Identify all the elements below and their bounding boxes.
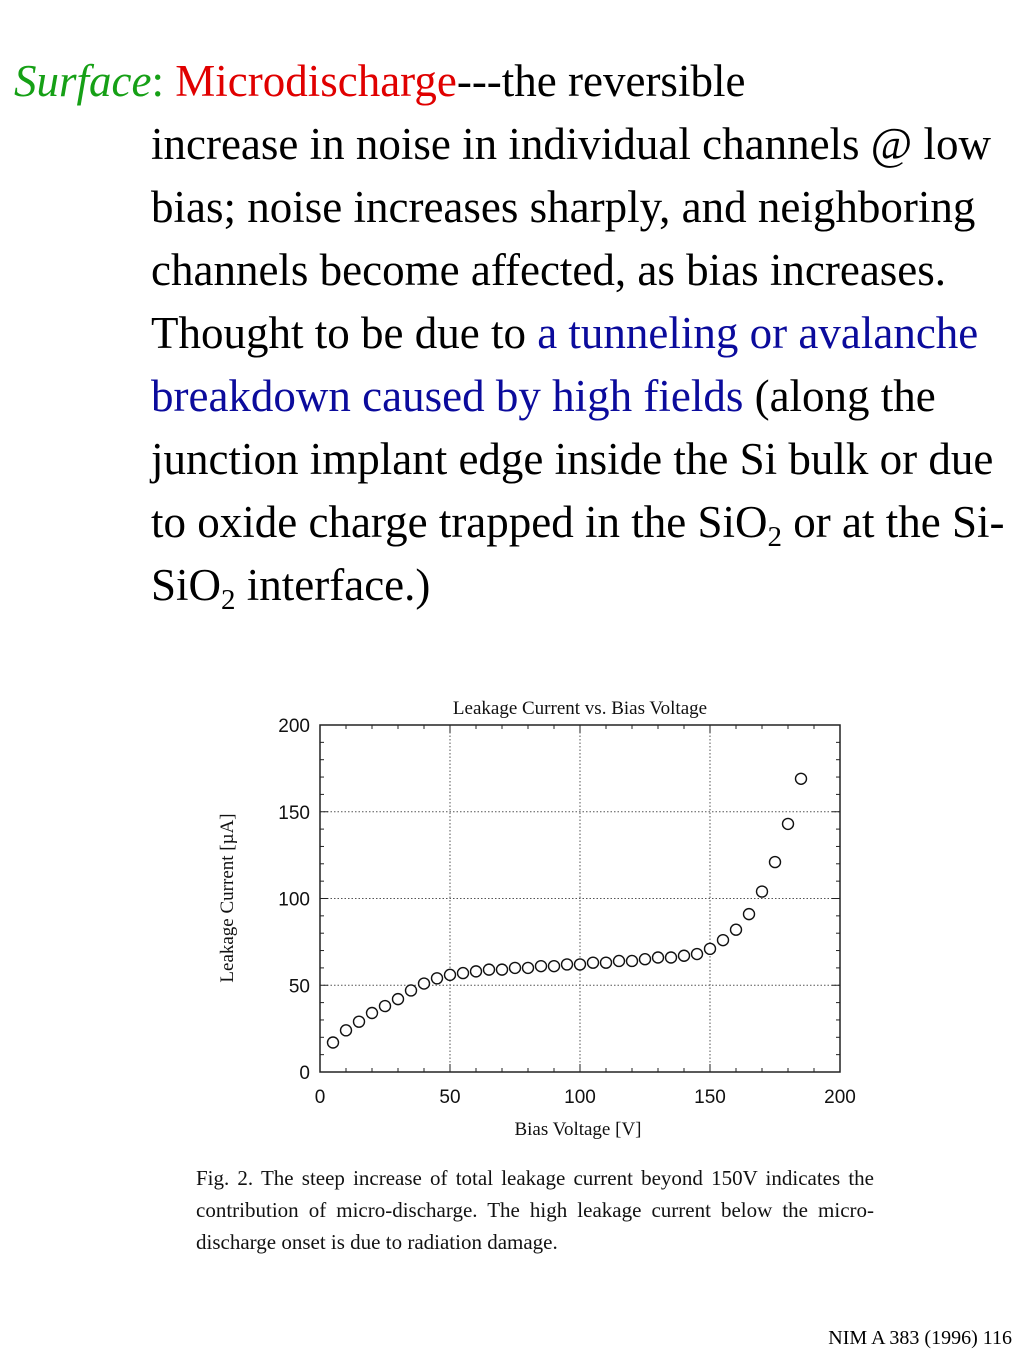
data-point	[471, 966, 482, 977]
colon: :	[151, 56, 164, 106]
data-point	[627, 955, 638, 966]
body-text-part1: increase in noise in individual channels @ low bias; noise increases sharply, and neighboring channels become affected, as bias increases. Thought to be due to	[151, 119, 991, 358]
data-point	[549, 961, 560, 972]
data-point	[497, 964, 508, 975]
data-point	[354, 1016, 365, 1027]
data-point	[341, 1025, 352, 1036]
body-text-part2: (along the junction implant edge inside the Si bulk or due to oxide charge trapped in the SiO	[151, 371, 994, 547]
y-tick-labels	[278, 716, 310, 1084]
y-tick-label: 100	[278, 889, 310, 911]
first-line-rest: ---the reversible	[456, 56, 746, 106]
figure-caption: Fig. 2. The steep increase of total leakage current beyond 150V indicates the contribution of micro-discharge. The high leakage current below the micro-discharge onset is due to radiation damage.	[196, 1166, 874, 1254]
x-tick-label: 50	[439, 1087, 461, 1108]
first-line	[14, 50, 1014, 113]
data-point	[731, 924, 742, 935]
data-point	[484, 964, 495, 975]
data-point	[692, 949, 703, 960]
x-tick-label: 0	[314, 1087, 326, 1108]
data-point	[705, 943, 716, 954]
x-tick-label: 200	[824, 1087, 856, 1108]
y-axis-label: Leakage Current [µA]	[217, 813, 238, 983]
x-tick-labels	[315, 1087, 856, 1108]
subscript-2a: 2	[767, 521, 783, 553]
data-point	[796, 773, 807, 784]
data-point	[783, 818, 794, 829]
data-point	[614, 955, 625, 966]
data-point	[458, 968, 469, 979]
data-point	[679, 950, 690, 961]
data-point	[770, 857, 781, 868]
data-point	[432, 973, 443, 984]
surface-word: Surface	[14, 56, 152, 106]
chart-title: Leakage Current vs. Bias Voltage	[452, 698, 708, 719]
data-point	[653, 952, 664, 963]
data-point	[510, 962, 521, 973]
data-point	[380, 1001, 391, 1012]
data-point	[640, 954, 651, 965]
data-point	[523, 962, 534, 973]
data-point	[718, 935, 729, 946]
x-tick-label: 150	[694, 1087, 726, 1108]
microdischarge-word: Microdischarge	[175, 56, 457, 106]
data-point	[328, 1037, 339, 1048]
y-tick-label: 200	[278, 716, 310, 737]
data-point	[666, 952, 677, 963]
source-reference: NIM A 383 (1996) 116	[828, 1327, 1012, 1349]
x-axis-label: Bias Voltage [V]	[514, 1119, 642, 1140]
data-point	[367, 1008, 378, 1019]
data-point	[393, 994, 404, 1005]
data-point	[419, 978, 430, 989]
data-point	[536, 961, 547, 972]
body-text-part4: interface.)	[235, 560, 431, 610]
highlight-text: a tunneling or avalanche breakdown caused by high fields	[151, 308, 979, 421]
y-tick-label: 0	[299, 1063, 310, 1084]
slide-text	[14, 50, 1014, 617]
grid-lines	[320, 725, 840, 1072]
leakage-chart	[200, 690, 880, 1150]
subscript-2b: 2	[221, 584, 236, 616]
data-point	[588, 957, 599, 968]
y-tick-label: 150	[278, 802, 310, 824]
data-point	[757, 886, 768, 897]
data-point	[575, 959, 586, 970]
x-tick-label: 100	[564, 1087, 596, 1108]
data-point	[601, 957, 612, 968]
data-point	[445, 969, 456, 980]
data-point	[744, 909, 755, 920]
data-point	[406, 985, 417, 996]
data-points	[328, 773, 807, 1048]
data-point	[562, 959, 573, 970]
y-tick-label: 50	[288, 976, 310, 998]
body-paragraph	[151, 113, 1014, 617]
body-text-part3: or at the Si-SiO	[151, 497, 1005, 610]
